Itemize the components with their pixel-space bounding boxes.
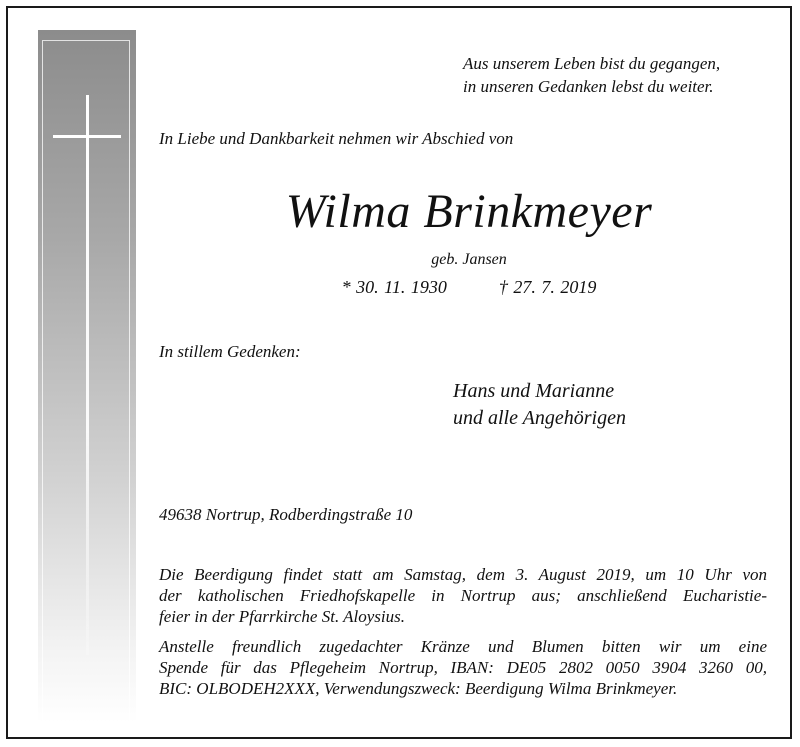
memory-label: In stillem Gedenken:: [159, 342, 301, 361]
mourners-line-2: und alle Angehörigen: [453, 407, 626, 429]
cross-horizontal-bar: [53, 135, 121, 138]
birth-date: * 30. 11. 1930: [341, 277, 447, 297]
quote-line-1: Aus unserem Leben bist du gegangen,: [463, 54, 721, 73]
life-dates: [159, 277, 779, 298]
address: 49638 Nortrup, Rodberdingstraße 10: [159, 505, 413, 524]
funeral-line-2: der katholischen Friedhofskapelle in Nortrup aus; anschließend Eucharistie-: [159, 586, 767, 605]
deceased-name: Wilma Brinkmeyer: [285, 185, 653, 238]
funeral-line-1: Die Beerdigung findet statt am Samstag, dem 3. August 2019, um 10 Uhr von: [159, 565, 767, 584]
funeral-notice: [159, 564, 767, 627]
memorial-quote: [463, 52, 720, 98]
donation-line-3: BIC: OLBODEH2XXX, Verwendungszweck: Beerdigung Wilma Brinkmeyer.: [159, 679, 678, 698]
mourners: [453, 378, 626, 432]
donation-line-1: Anstelle freundlich zugedachter Kränze und Blumen bitten wir um eine: [159, 637, 767, 656]
obituary-frame: [6, 6, 792, 739]
cross-vertical-bar: [86, 95, 89, 655]
mourners-line-1: Hans und Marianne: [453, 380, 615, 402]
donation-line-2: Spende für das Pflegeheim Nortrup, IBAN: DE05 2802 0050 3904 3260 00,: [159, 658, 767, 677]
intro-text: In Liebe und Dankbarkeit nehmen wir Abschied von: [159, 129, 514, 148]
donation-notice: [159, 636, 767, 699]
death-date: † 27. 7. 2019: [498, 277, 597, 297]
quote-line-2: in unseren Gedanken lebst du weiter.: [463, 77, 714, 96]
birth-name: geb. Jansen: [431, 251, 507, 268]
funeral-line-3: feier in der Pfarrkirche St. Aloysius.: [159, 607, 405, 626]
